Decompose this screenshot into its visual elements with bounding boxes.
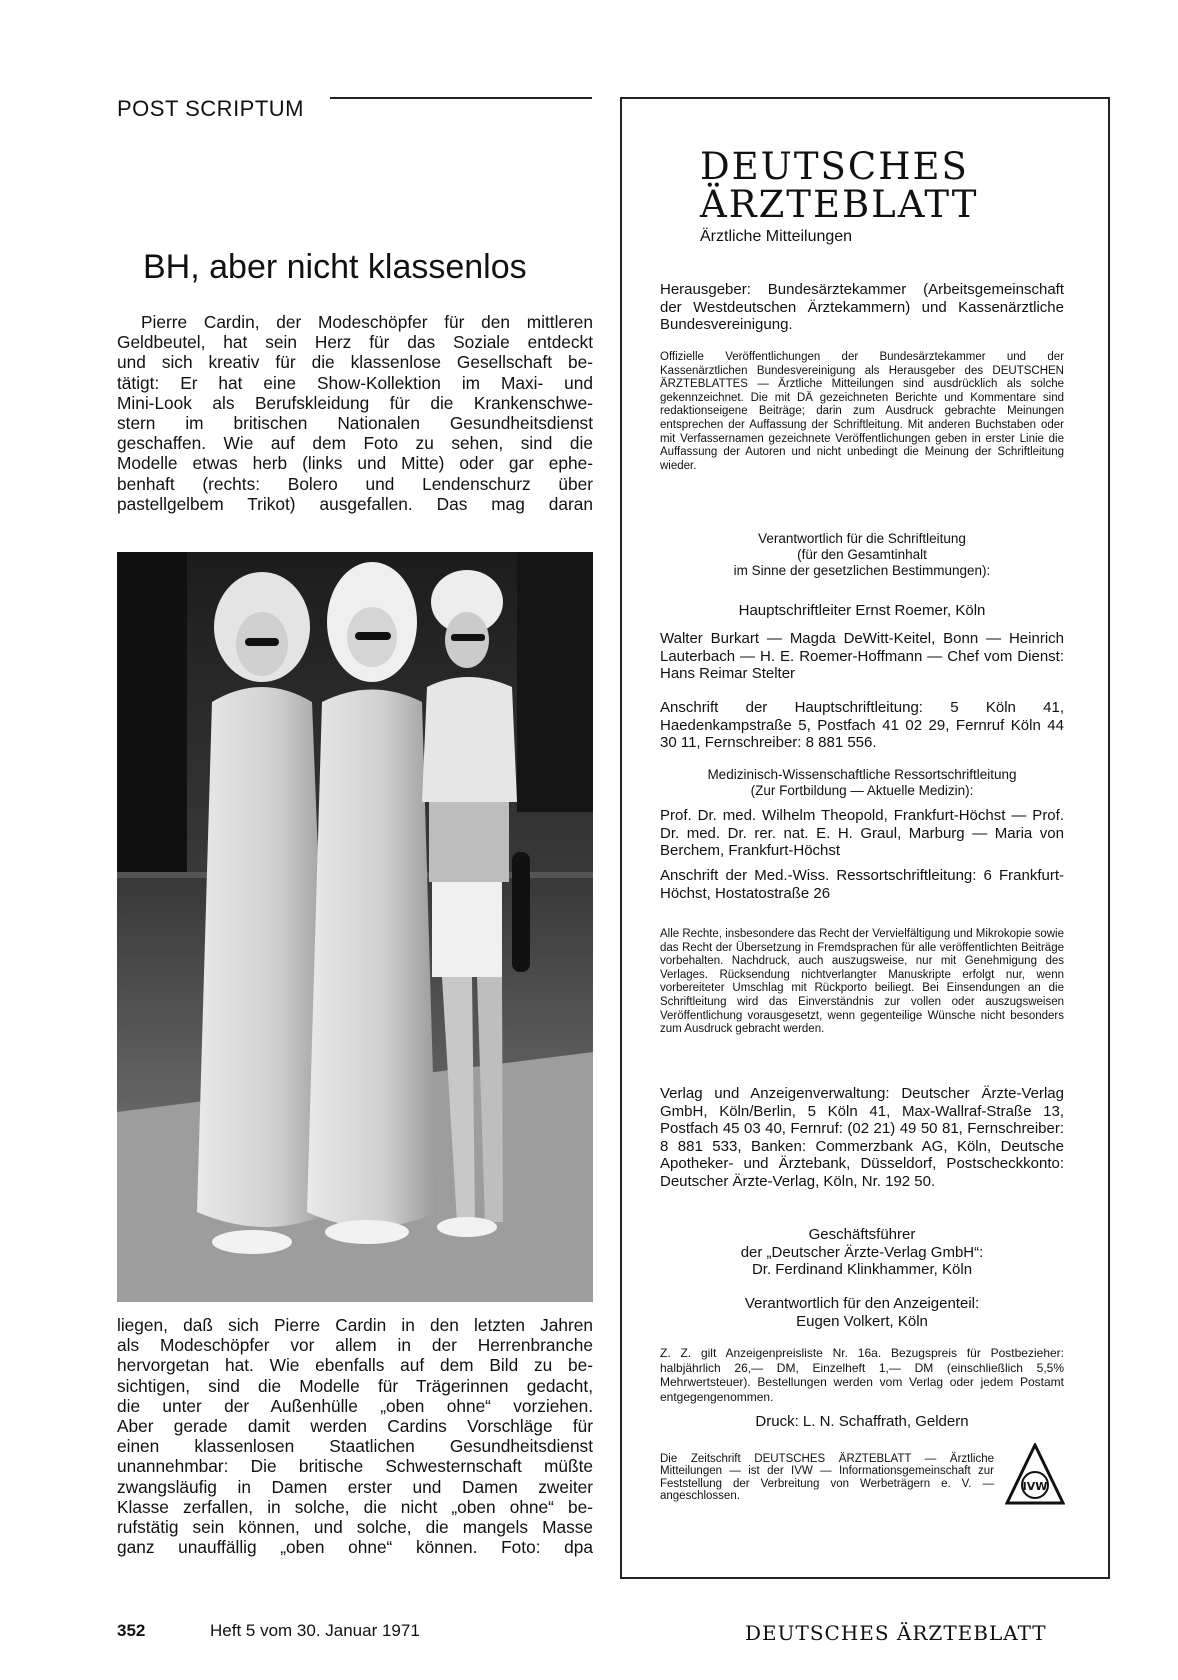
masthead-subtitle: Ärztliche Mitteilungen (700, 228, 853, 245)
article-line: und sich kreativ für die klassenlose Gesellschaft be- (117, 352, 593, 373)
article-line: Modelle etwas herb (links und Mitte) oder gar ephe- (117, 453, 593, 474)
managing-director (660, 1226, 1064, 1279)
page-number: 352 (117, 1621, 146, 1640)
ivw-logo-text: IVW (1022, 1480, 1048, 1493)
issue-info: Heft 5 vom 30. Januar 1971 (210, 1621, 420, 1640)
section-label: POST SCRIPTUM (117, 96, 305, 121)
article-line: einen klassenlosen Staatlichen Gesundheitsdienst (117, 1436, 593, 1457)
article-line: liegen, daß sich Pierre Cardin in den letzten Jahren (117, 1315, 593, 1335)
medical-editorial (660, 767, 1064, 799)
masthead-title-line: ÄRZTEBLATT (700, 183, 979, 226)
medical-editors: Prof. Dr. med. Wilhelm Theopold, Frankfurt-Höchst — Prof. Dr. med. Dr. rer. nat. E. H. Graul, Marburg — Maria von Berchem, Frankfurt-Höchst (660, 807, 1064, 859)
article-line: ganz unauffällig „oben ohne“ können. Foto: dpa (117, 1537, 593, 1558)
responsible-line: im Sinne der gesetzlichen Bestimmungen): (733, 563, 991, 578)
masthead-title-line: DEUTSCHES (700, 145, 969, 188)
article-line: zwangsläufig in Damen erster und Damen zweiter (117, 1476, 593, 1497)
responsible-line: Verantwortlich für die Schriftleitung (758, 531, 966, 546)
ads-line: Verantwortlich für den Anzeigenteil: (744, 1295, 980, 1312)
ivw-notice: Die Zeitschrift DEUTSCHES ÄRZTEBLATT — Ärztliche Mitteilungen — ist der IVW — Informationsgemeinschaft zur Feststellung der Verbreitung von Werbeträgern e. V. — angeschlossen. (660, 1453, 994, 1503)
article-line: stern im britischen Nationalen Gesundheitsdienst (117, 413, 593, 434)
responsible-line: (für den Gesamtinhalt (797, 547, 927, 562)
article-outro (117, 1315, 593, 1557)
managing-director-line: Geschäftsführer (808, 1226, 916, 1243)
article-line: rufstätig sein können, und solche, die mangels Masse (117, 1517, 593, 1538)
nurses-photo (117, 552, 593, 1302)
responsible-editorial (660, 531, 1064, 579)
article-line: geschaffen. Wie auf dem Foto zu sehen, sind die (117, 433, 593, 454)
official-notice: Offizielle Veröffentlichungen der Bundesärztekammer und der Kassenärztlichen Bundesvereinigung als Herausgeber des DEUTSCHEN ÄRZTEBLATTES — Ärztliche Mitteilungen sind ausdrücklich als solche gekennzeichnet. Die mit DÄ gezeichneten Berichte und Kommentare sind redaktionseigene Beiträge; darin zum Ausdruck gebrachte Meinungen entsprechen der Auffassung der Schriftleitung. Mit anderen Buchstaben oder mit Verfassernamen gezeichnete Veröffentlichungen geben in erster Linie die Auffassung der Autoren und nicht unbedingt die Meinung der Schriftleitung wieder. (660, 351, 1064, 472)
article-line: hervorgetan hat. Wie ebenfalls auf dem Bild zu be- (117, 1355, 593, 1376)
article-line: Aber gerade damit werden Cardins Vorschläge für (117, 1416, 593, 1437)
chief-editor: Hauptschriftleiter Ernst Roemer, Köln (738, 602, 986, 619)
article-line: Pierre Cardin, der Modeschöpfer für den mittleren (141, 312, 593, 332)
article-line: Mini-Look als Berufskleidung für die Krankenschwe- (117, 392, 593, 413)
managing-director-line: der „Deutscher Ärzte-Verlag GmbH“: (740, 1243, 984, 1261)
medical-line: Medizinisch-Wissenschaftliche Ressortschriftleitung (707, 767, 1017, 782)
managing-director-line: Dr. Ferdinand Klinkhammer, Köln (751, 1261, 973, 1278)
publisher-info: Herausgeber: Bundesärztekammer (Arbeitsgemeinschaft der Westdeutschen Ärztekammern) und Kassenärztliche Bundesvereinigung. (660, 281, 1064, 333)
article-line: unannehmbar: Die britische Schwesternschaft müßte (117, 1456, 593, 1477)
footer-magazine-name: DEUTSCHES ÄRZTEBLATT (745, 1621, 1047, 1645)
rights-notice: Alle Rechte, insbesondere das Recht der Vervielfältigung und Mikrokopie sowie das Recht der Übersetzung in Fremdsprachen für alle veröffentlichten Beiträge vorbehalten. Nachdruck, auch auszugsweise, nur mit Genehmigung des Verlages. Rücksendung nichtverlangter Manuskripte erfolgt nur, wenn vorbereiteter Umschlag mit Rückporto beiliegt. Bei Einsendungen an die Schriftleitung wird das Einverständnis zur vollen oder auszugsweisen Veröffentlichung vorausgesetzt, wenn gegenteilige Wünsche nicht besonders zum Ausdruck gebracht werden. (660, 928, 1065, 1036)
medical-address: Anschrift der Med.-Wiss. Ressortschriftleitung: 6 Frankfurt-Höchst, Hostatostraße 26 (660, 867, 1064, 902)
article-line: Klasse zerfallen, in solche, die nicht „oben ohne“ be- (117, 1496, 593, 1517)
article-line: benhaft (rechts: Bolero und Lendenschurz über (117, 473, 593, 494)
article-line: als Modeschöpfer vor allem in der Herrenbranche (117, 1335, 593, 1356)
article-line: pastellgelbem Trikot) ausgefallen. Das mag daran (117, 493, 593, 514)
section-rule (330, 97, 592, 99)
article-line: Geldbeutel, hat sein Herz für das Soziale entdeckt (117, 332, 593, 353)
masthead-title (700, 145, 979, 226)
pricing-info: Z. Z. gilt Anzeigenpreisliste Nr. 16a. Bezugspreis für Postbezieher: halbjährlich 26,— DM, Einzelheft 1,— DM (einschließlich 5,5% Mehrwertsteuer). Bestellungen werden vom Verlag oder jedem Postamt entgegengenommen. (660, 1346, 1064, 1404)
printer: Druck: L. N. Schaffrath, Geldern (755, 1413, 969, 1430)
article-headline: BH, aber nicht klassenlos (143, 248, 527, 286)
editorial-address: Anschrift der Hauptschriftleitung: 5 Köln 41, Haedenkampstraße 5, Postfach 41 02 29, Fernruf Köln 44 30 11, Fernschreiber: 8 881 556. (660, 699, 1064, 751)
medical-line: (Zur Fortbildung — Aktuelle Medizin): (750, 783, 974, 798)
nurses-photo-illustration (117, 552, 593, 1302)
publisher-address: Verlag und Anzeigenverwaltung: Deutscher Ärzte-Verlag GmbH, Köln/Berlin, 5 Köln 41, Max-Wallraf-Straße 13, Postfach 45 03 40, Fernruf: (02 21) 49 50 81, Fernschreiber: 8 881 533, Banken: Commerzbank AG, Köln, Deutsche Apotheker- und Ärztebank, Düsseldorf, Postscheckkonto: Deutscher Ärzte-Verlag, Köln, Nr. 192 50. (660, 1085, 1064, 1190)
article-line: tätigt: Er hat eine Show-Kollektion im Maxi- und (117, 372, 593, 393)
article-line: sichtigen, sind die Modelle für Trägerinnen gedacht, (117, 1375, 593, 1396)
article-intro (117, 312, 593, 514)
ads-responsible (660, 1295, 1064, 1330)
editors: Walter Burkart — Magda DeWitt-Keitel, Bonn — Heinrich Lauterbach — H. E. Roemer-Hoffmann — Chef vom Dienst: Hans Reimar Stelter (660, 630, 1064, 682)
ads-line: Eugen Volkert, Köln (796, 1312, 928, 1330)
article-line: die unter der Außenhülle „oben ohne“ vorziehen. (117, 1395, 593, 1416)
ivw-logo-icon (1005, 1443, 1065, 1507)
